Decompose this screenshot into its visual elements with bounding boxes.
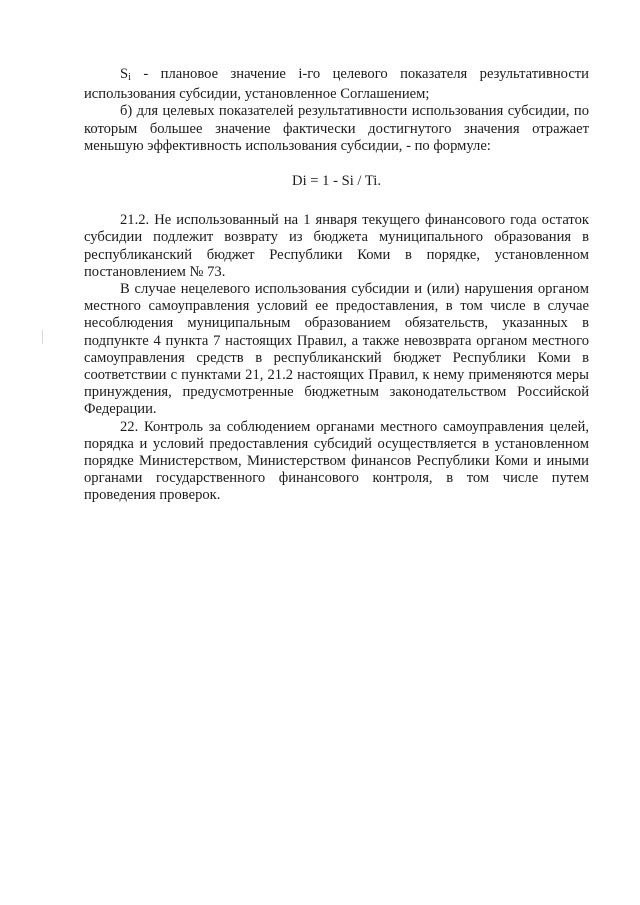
symbol-s: S — [120, 66, 129, 82]
formula: Di = 1 - Si / Ti. — [292, 173, 381, 190]
paragraph-target-value-definition — [84, 66, 589, 103]
paragraph-misuse: В случае нецелевого использования субсидии и (или) нарушения органом местного самоуправления условий ее предоставления, в том числе в случае несоблюдения муниципальным образованием обязательств, указанных в подпункте 4 пункта 7 настоящих Правил, а также невозврата органом местного самоуправления средств в республиканский бюджет Республики Коми в соответствии с пунктами 21, 21.2 настоящих Правил, к нему применяются меры принуждения, предусмотренные бюджетным законодательством Российской Федерации. — [84, 281, 589, 418]
paragraph-item-b: б) для целевых показателей результативности использования субсидии, по которым большее значение фактически достигнутого значения отражает меньшую эффективность использования субсидии, - по формуле: — [84, 103, 589, 154]
scan-artifact — [42, 330, 43, 344]
document-body — [84, 66, 589, 505]
definition-text: - плановое значение i-го целевого показателя результативности использования субсидии, установленное Соглашением; — [84, 66, 589, 103]
symbol-subscript: i — [128, 72, 131, 83]
paragraph-21-2: 21.2. Не использованный на 1 января текущего финансового года остаток субсидии подлежит возврату из бюджета муниципального образования в республиканский бюджет Республики Коми в порядке, установленном постановлением № 73. — [84, 212, 589, 280]
paragraph-22: 22. Контроль за соблюдением органами местного самоуправления целей, порядка и условий предоставления субсидий осуществляется в установленном порядке Министерством, Министерством финансов Республики Коми и иными органами государственного финансового контроля, в том числе путем проведения проверок. — [84, 418, 589, 504]
